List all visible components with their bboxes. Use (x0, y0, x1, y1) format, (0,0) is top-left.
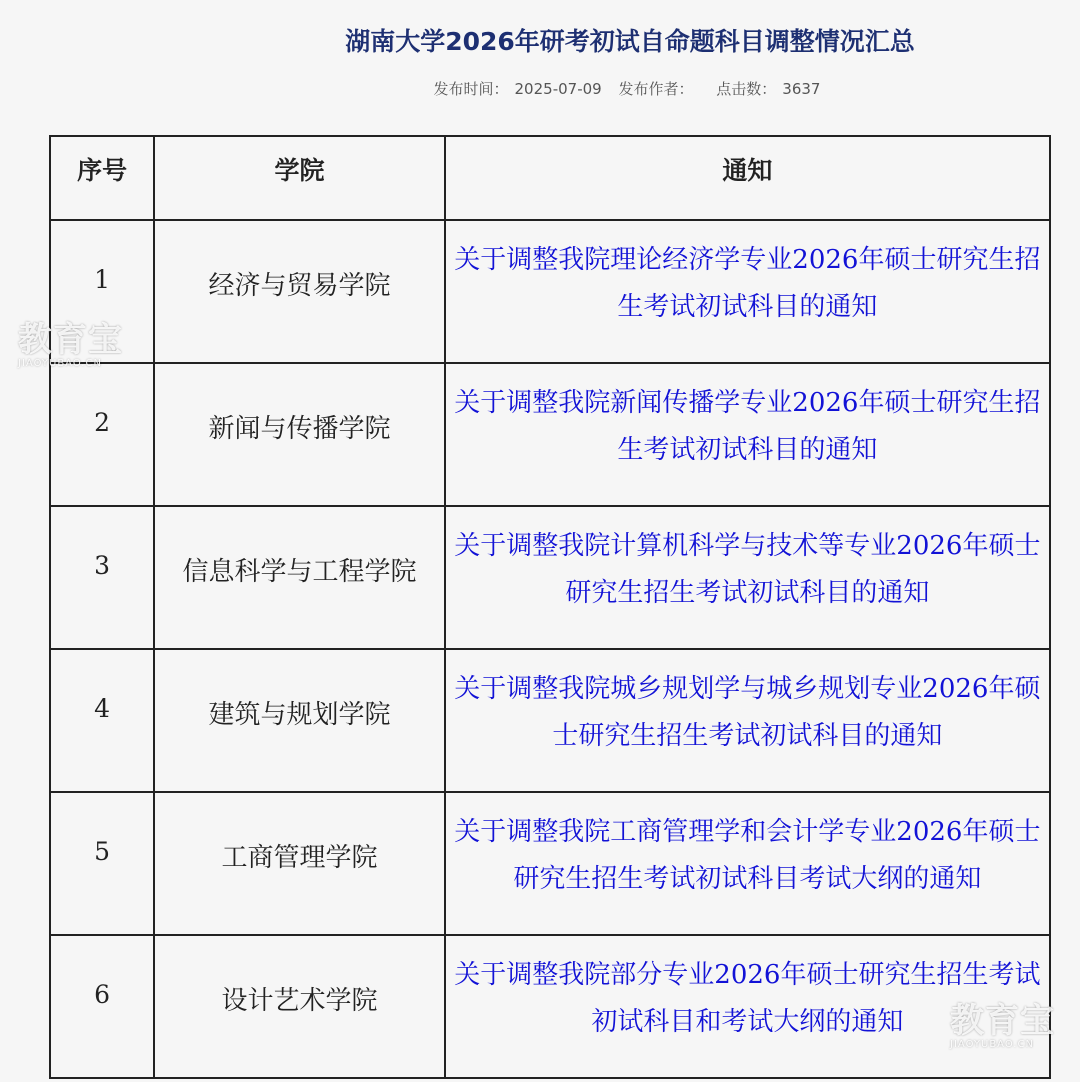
row-college: 建筑与规划学院 (154, 649, 445, 792)
watermark-domain: JIAOYUBAO.CN (950, 1039, 1034, 1050)
header-index: 序号 (50, 136, 154, 220)
row-index: 3 (50, 506, 154, 649)
table-header-row (50, 136, 1050, 220)
row-college: 设计艺术学院 (154, 935, 445, 1078)
row-college: 经济与贸易学院 (154, 220, 445, 363)
publish-time: 2025-07-09 (514, 80, 602, 98)
row-notice-cell (445, 792, 1050, 935)
watermark-logo-text: 教育宝 (950, 1001, 1055, 1041)
table-row (50, 792, 1050, 935)
header-college: 学院 (154, 136, 445, 220)
article-header (0, 22, 1080, 58)
notice-link[interactable]: 关于调整我院计算机科学与技术等专业2026年硕士研究生招生考试初试科目的通知 (454, 531, 1041, 608)
publish-time-label: 发布时间： (433, 80, 509, 98)
article-meta (0, 78, 1080, 99)
watermark-logo (18, 322, 123, 369)
row-college: 信息科学与工程学院 (154, 506, 445, 649)
row-index: 5 (50, 792, 154, 935)
notice-link[interactable]: 关于调整我院工商管理学和会计学专业2026年硕士研究生招生考试初试科目考试大纲的通知 (454, 817, 1041, 894)
notice-link[interactable]: 关于调整我院新闻传播学专业2026年硕士研究生招生考试初试科目的通知 (454, 388, 1041, 465)
watermark-logo (950, 1003, 1055, 1050)
row-index: 2 (50, 363, 154, 506)
row-notice-cell (445, 649, 1050, 792)
watermark-domain: JIAOYUBAO.CN (18, 358, 102, 369)
table-row (50, 220, 1050, 363)
table-row (50, 363, 1050, 506)
clicks-label: 点击数： (716, 80, 777, 98)
author-label: 发布作者： (618, 80, 694, 98)
table-row (50, 506, 1050, 649)
row-college: 工商管理学院 (154, 792, 445, 935)
row-index: 4 (50, 649, 154, 792)
row-college: 新闻与传播学院 (154, 363, 445, 506)
table-row (50, 649, 1050, 792)
row-notice-cell (445, 220, 1050, 363)
header-notice: 通知 (445, 136, 1050, 220)
page-title: 湖南大学2026年研考初试自命题科目调整情况汇总 (345, 27, 915, 56)
row-notice-cell (445, 363, 1050, 506)
row-index: 6 (50, 935, 154, 1078)
notice-link[interactable]: 关于调整我院城乡规划学与城乡规划专业2026年硕士研究生招生考试初试科目的通知 (454, 674, 1041, 751)
notice-link[interactable]: 关于调整我院理论经济学专业2026年硕士研究生招生考试初试科目的通知 (454, 245, 1041, 322)
watermark-logo-text: 教育宝 (18, 320, 123, 360)
notice-table (49, 135, 1051, 1079)
row-notice-cell (445, 506, 1050, 649)
row-index: 1 (50, 220, 154, 363)
clicks-count: 3637 (782, 80, 821, 98)
table-row (50, 935, 1050, 1078)
notice-link[interactable]: 关于调整我院部分专业2026年硕士研究生招生考试初试科目和考试大纲的通知 (454, 960, 1041, 1037)
